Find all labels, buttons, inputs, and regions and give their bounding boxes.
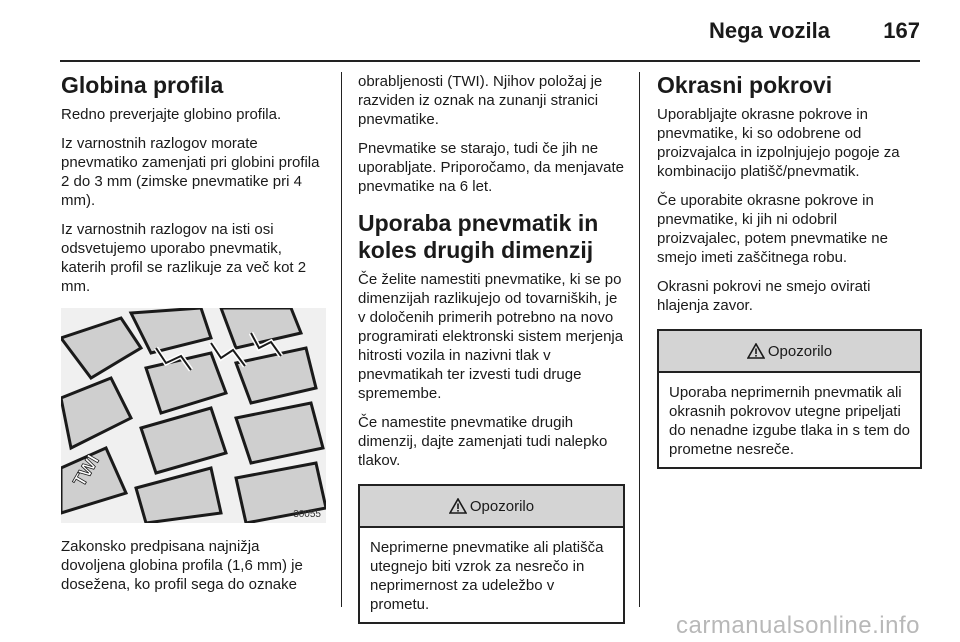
paragraph: Iz varnostnih razlogov morate pnevmatiko zamenjati pri globini profila 2 do 3 mm (zimske pnevmatike pri 4 mm). [61, 135, 320, 209]
heading-other-dimensions: Uporaba pnevmatik in koles drugih dimenzij [358, 210, 599, 263]
warning-body: Uporaba neprimernih pnevmatik ali okrasnih pokrovov utegne pripeljati do nenadne izgube tlaka in s tem do prometne nesreče. [669, 384, 911, 458]
paragraph: Iz varnostnih razlogov na isti osi odsvetujemo uporabo pnevmatik, katerih profil se razlikuje za več kot 2 mm. [61, 221, 307, 295]
paragraph: Uporabljajte okrasne pokrove in pnevmatike, ki so odobrene od proizvajalca in izpolnjujejo pogoje za kombinacijo platišč/pnevmatik. [657, 106, 900, 180]
warning-header [360, 486, 623, 528]
header-section-title: Nega vozila [708, 18, 830, 43]
warning-header [659, 331, 920, 373]
paragraph: Pnevmatike se starajo, tudi če jih ne uporabljate. Priporočamo, da menjavate pnevmatike na 6 let. [358, 140, 624, 195]
warning-triangle-icon [449, 498, 467, 514]
page-number: 167 [883, 18, 920, 43]
heading-decorative-covers: Okrasni pokrovi [657, 72, 833, 98]
column-divider-1 [341, 72, 342, 607]
warning-title: Opozorilo [767, 342, 833, 360]
twi-label: TWI [69, 451, 103, 490]
paragraph: Okrasni pokrovi ne smejo ovirati hlajenja zavor. [657, 278, 871, 314]
figure-reference-number: 30055 [293, 509, 321, 520]
paragraph: Redno preverjajte globino profila. [61, 106, 282, 123]
paragraph: obrabljenosti (TWI). Njihov položaj je razviden iz oznak na zunanji stranici pnevmatike. [358, 73, 603, 128]
warning-box [657, 329, 922, 469]
warning-triangle-icon [747, 343, 765, 359]
heading-tread-depth: Globina profila [61, 72, 224, 98]
watermark: carmanualsonline.info [676, 612, 920, 639]
column-2 [358, 72, 625, 624]
warning-box [358, 484, 625, 624]
warning-body: Neprimerne pnevmatike ali platišča utegnejo biti vzrok za nesrečo in neprimernost za udeležbo v prometu. [370, 539, 604, 613]
paragraph: Če namestite pnevmatike drugih dimenzij, dajte zamenjati tudi nalepko tlakov. [358, 414, 608, 469]
paragraph: Če uporabite okrasne pokrove in pnevmatike, ki jih ni odobril proizvajalec, potem pnevmatike ne smejo imeti zaščitnega robu. [657, 192, 888, 266]
column-1 [61, 72, 326, 604]
paragraph: Zakonsko predpisana najnižja dovoljena globina profila (1,6 mm) je dosežena, ko profil sega do oznake [61, 538, 303, 593]
paragraph: Če želite namestiti pnevmatike, ki se po dimenzijah razlikujejo od tovarniških, je v določenih primerih potrebno na novo programirati elektronski sistem merjenja hitrosti vozila in nazivni tlak v pnevmatikah ter izvesti tudi druge spremembe. [358, 271, 624, 402]
header-rule [60, 60, 920, 62]
column-3 [657, 72, 922, 469]
warning-title: Opozorilo [469, 497, 535, 515]
tire-tread-figure [61, 308, 326, 523]
column-divider-2 [639, 72, 640, 607]
